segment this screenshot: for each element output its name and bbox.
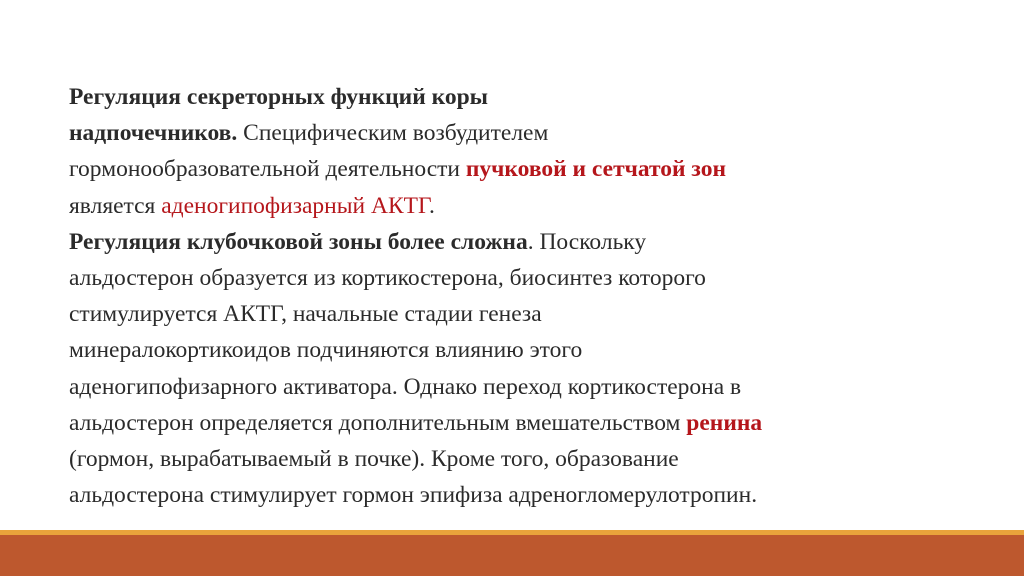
- text-span: .: [428, 192, 435, 219]
- text-line: (гормон, вырабатываемый в почке). Кроме того, образование: [69, 446, 679, 473]
- text-span: . Поскольку: [527, 228, 647, 255]
- heading-regulation-line1: Регуляция секреторных функций коры: [69, 84, 489, 110]
- text-line: альдостерона стимулирует гормон эпифиза адреногломерулотропин.: [69, 482, 758, 509]
- text-line: стимулируется АКТГ, начальные стадии генеза: [69, 301, 542, 328]
- paragraph-adrenal-regulation: [69, 79, 969, 224]
- highlight-actg: аденогипофизарный АКТГ: [161, 192, 429, 219]
- text-span: является: [69, 192, 162, 219]
- heading-regulation-line2: надпочечников.: [69, 120, 238, 147]
- slide-body: [69, 79, 969, 513]
- text-line: аденогипофизарного активатора. Однако переход кортикостерона в: [69, 373, 742, 400]
- text-span: Специфическим возбудителем: [237, 120, 549, 147]
- footer-band: [0, 535, 1024, 576]
- heading-glomerular-zone: Регуляция клубочковой зоны более сложна: [69, 228, 528, 255]
- text-line: минералокортикоидов подчиняются влиянию этого: [69, 337, 583, 364]
- text-line: альдостерон образуется из кортикостерона, биосинтез которого: [69, 265, 706, 292]
- text-line: альдостерон определяется дополнительным вмешательством: [69, 409, 687, 436]
- highlight-zones: пучковой и сетчатой зон: [465, 156, 727, 183]
- highlight-renin: ренина: [686, 409, 763, 436]
- text-span: гормонообразовательной деятельности: [69, 156, 466, 183]
- paragraph-glomerular-zone: [69, 224, 969, 514]
